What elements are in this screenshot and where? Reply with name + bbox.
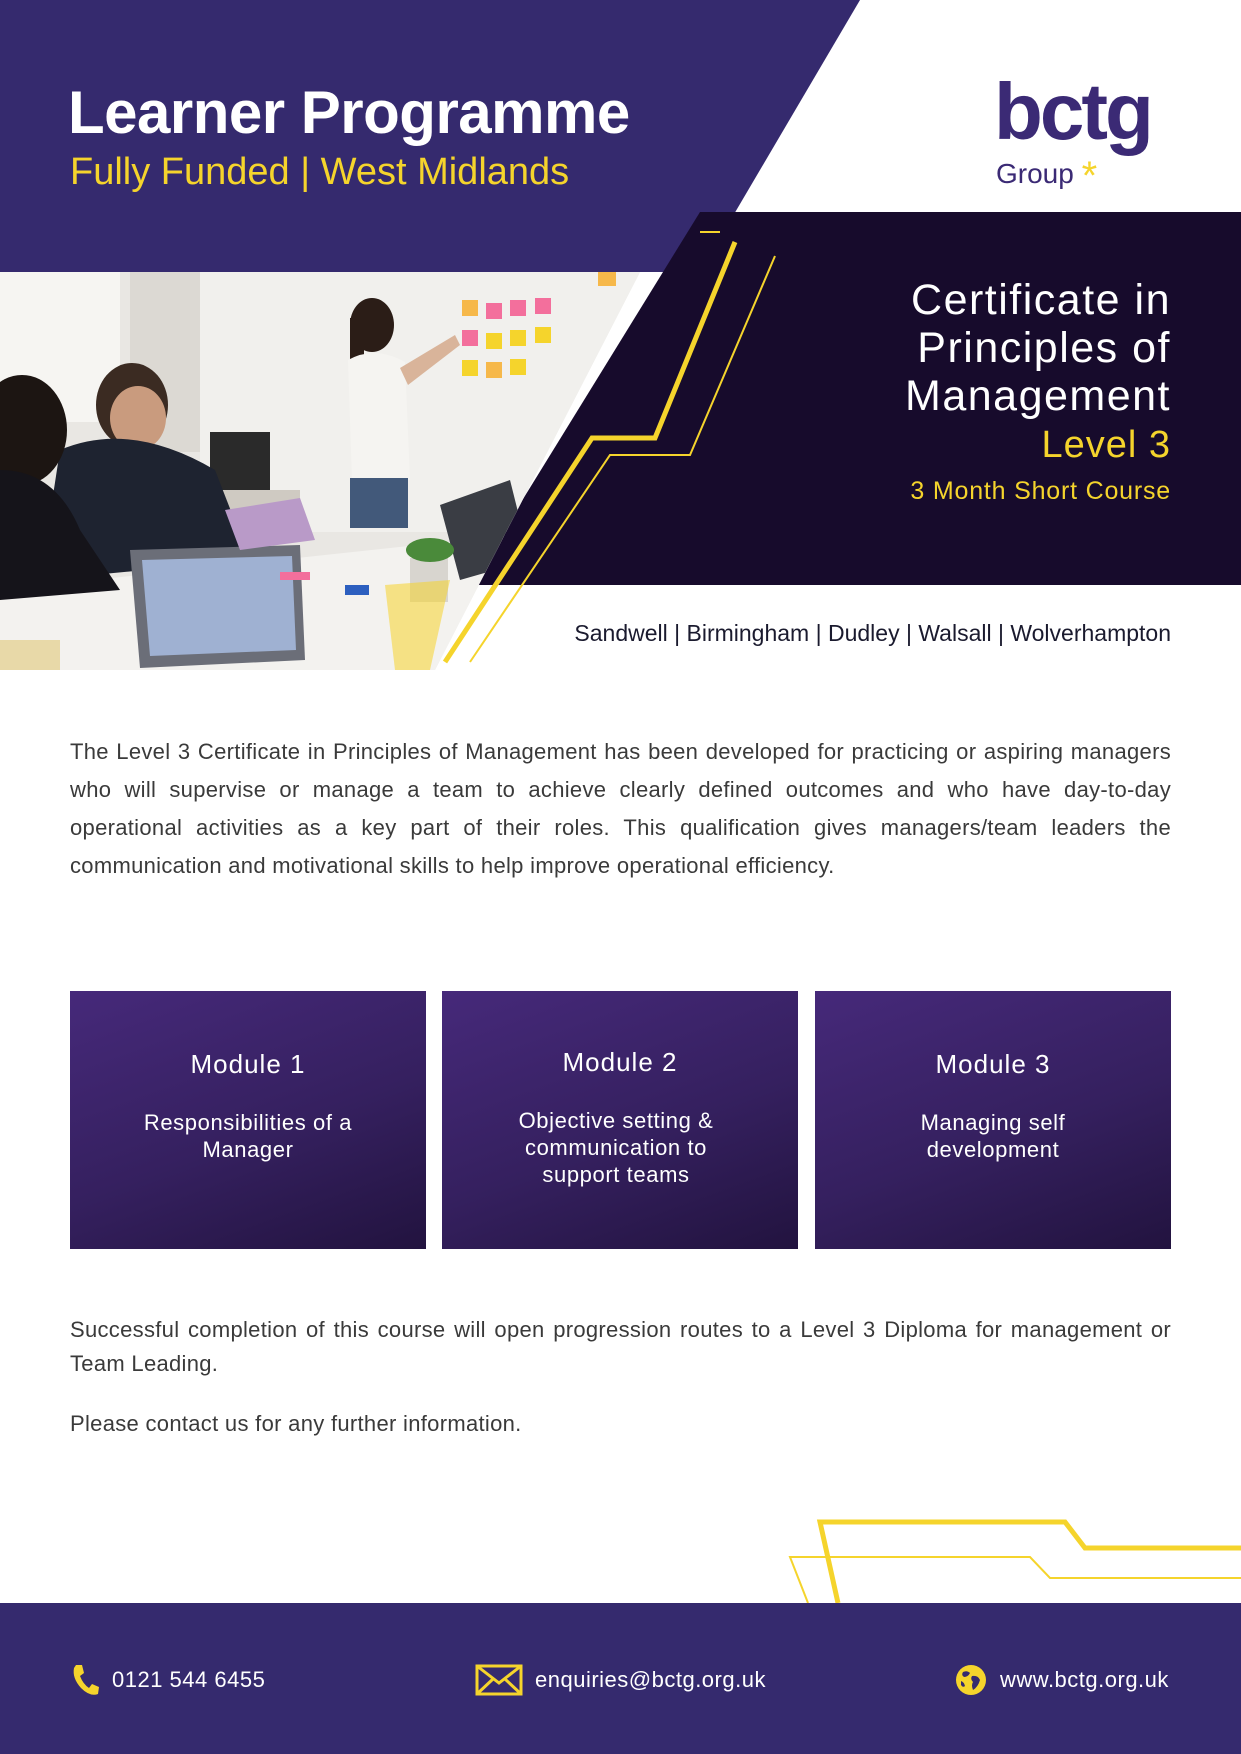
footer-website[interactable] bbox=[954, 1663, 1169, 1697]
module-title: Module 1 bbox=[190, 1049, 306, 1079]
course-duration: 3 Month Short Course bbox=[910, 477, 1171, 505]
module-description: Managing self development bbox=[920, 1110, 1066, 1162]
certificate-title-line: Principles of bbox=[917, 324, 1171, 372]
certificate-title-line: Certificate in bbox=[911, 276, 1171, 324]
certificate-title-line: Management bbox=[905, 372, 1171, 420]
footer-phone[interactable] bbox=[70, 1663, 265, 1697]
website-url[interactable]: www.bctg.org.uk bbox=[1000, 1667, 1169, 1692]
accent-line-footer-2 bbox=[790, 1557, 1241, 1603]
module-card-2 bbox=[442, 991, 798, 1249]
locations-list: Sandwell | Birmingham | Dudley | Walsall | Wolverhampton bbox=[574, 620, 1171, 646]
course-description: The Level 3 Certificate in Principles of Management has been developed for practicing or aspiring managers who will supervise or manage a team to achieve clearly defined outcomes and who have day-to-day operational activities as a key part of their roles. This qualification gives managers/team leaders the communication and motivational skills to help improve operational efficiency. bbox=[70, 739, 1171, 878]
module-card-3 bbox=[815, 991, 1171, 1249]
programme-subtitle: Fully Funded | West Midlands bbox=[70, 151, 570, 193]
module-card-1 bbox=[70, 991, 426, 1249]
module-description: Responsibilities of a Manager bbox=[143, 1110, 353, 1162]
phone-icon bbox=[70, 1663, 100, 1697]
email-address[interactable]: enquiries@bctg.org.uk bbox=[535, 1667, 766, 1692]
module-title: Module 3 bbox=[935, 1049, 1051, 1079]
logo-group-text: Group * bbox=[996, 154, 1098, 198]
progression-text: Successful completion of this course will open progression routes to a Level 3 Diploma for management or Team Leading. bbox=[70, 1317, 1171, 1376]
footer-email[interactable] bbox=[475, 1663, 766, 1697]
phone-number[interactable]: 0121 544 6455 bbox=[112, 1667, 266, 1692]
contact-prompt: Please contact us for any further information. bbox=[70, 1411, 522, 1436]
accent-line-footer-1 bbox=[820, 1522, 1241, 1603]
logo-star: * bbox=[1081, 154, 1098, 198]
module-description: Objective setting & communication to support teams bbox=[518, 1108, 714, 1187]
course-level: Level 3 bbox=[1041, 424, 1171, 466]
bctg-logo bbox=[990, 67, 1180, 198]
certificate-title bbox=[905, 276, 1171, 420]
logo-wordmark: bctg bbox=[994, 67, 1151, 156]
module-title: Module 2 bbox=[562, 1047, 678, 1077]
globe-icon bbox=[954, 1663, 988, 1697]
programme-title: Learner Programme bbox=[68, 79, 630, 146]
envelope-icon bbox=[475, 1664, 523, 1696]
